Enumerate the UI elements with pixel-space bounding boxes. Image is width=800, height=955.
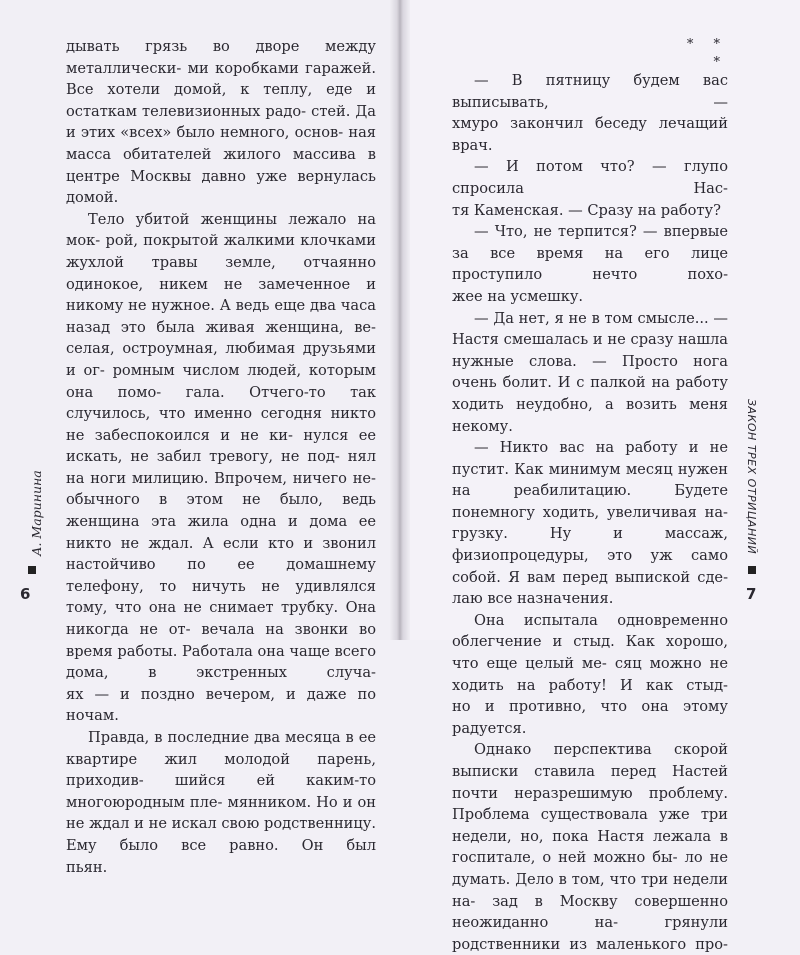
paragraph-end [452,416,728,438]
text-line: лаю все назначения. [452,590,614,608]
text-line: ми коробками гаражей. Все хотели домой, к [66,59,376,99]
left-running-head: А. Маринина [29,470,44,556]
text-line: стей. Да и этих «всех» было немного, основ- [66,102,376,142]
text-line: зад в Москву совершенно неожиданно на- [452,892,728,932]
text-line: грузку. Ну и массаж, физиопроцедуры, это [452,525,728,565]
text-line: ях — и поздно вечером, и даже по ночам. [66,685,376,725]
text-line: кто и звонил настойчиво по ее домашнему [66,534,377,574]
text-line: смешалась и не сразу нашла нужные слова. [452,331,729,370]
text-line: теплу, еде и остаткам телевизионных радо- [66,81,377,120]
paragraph-end [66,166,376,209]
left-page-number: 6 [20,585,31,603]
paragraph-end [66,857,376,879]
text-line: сегодня никто не забеспокоился и не ки- [66,405,377,444]
text-line: ромным числом людей, которым она помо- [66,361,376,401]
text-line: жее на усмешку. [452,287,584,305]
text-line: Она испытала одновременно облегчение [452,611,728,651]
text-line: минимум месяц нужен на реабилитацию. [452,460,728,500]
text-line: уж само собой. Я вам перед выпиской сде- [452,547,728,586]
paragraph [452,739,728,955]
text-line: вечала на звонки во время работы. Работала [66,621,376,660]
text-line: ставила перед Настей почти неразрешимую [452,763,728,802]
text-line: — Что, не терпится? — впервые за все [452,223,728,262]
text-line: дывать грязь во дворе между металлически- [66,38,376,77]
left-text-column [66,36,376,878]
text-line: рой, покрытой жалкими клочками жухлой [66,232,377,271]
text-line: мянником. Но и он не ждал и не искал свою [66,793,376,833]
text-line: время на его лице проступило нечто похо- [452,244,729,284]
text-line: Тело убитой женщины лежало на мок- [66,210,376,250]
paragraph [452,221,728,286]
text-line: на работу ходить неудобно, а возить меня [452,374,728,413]
paragraph [452,156,728,199]
text-line: и стыд. Как хорошо, что еще целый ме- [452,633,729,673]
paragraph-end [452,200,728,222]
text-line: Правда, в последние два месяца в ее [88,729,376,746]
text-line: хмуро закончил беседу лечащий врач. [452,115,728,154]
text-line: травы земле, отчаянно одинокое, никем не [66,253,376,293]
text-line: два часа назад это была живая женщина, ве- [66,297,376,336]
text-line: она не снимает трубку. Она никогда не от- [66,599,376,639]
left-page [0,0,398,876]
text-line: проблему. Проблема существовала уже три недели, но, пока [452,784,728,845]
text-line: некому. [452,417,513,435]
text-line: родственницу. Ему было все равно. Он был [66,815,377,854]
paragraph [452,610,728,696]
text-line: грянули родственники из маленького про- [452,914,728,953]
text-line: квартире жил молодой парень, приходив- [66,750,376,790]
running-head-square-mark [748,566,756,574]
text-line: пьян. [66,858,108,876]
text-line: Однако перспектива скорой выписки [452,741,728,780]
paragraph [452,437,728,588]
paragraph [66,36,376,166]
text-line: Будете понемногу ходить, увеличивая на- [452,482,728,521]
paragraph [66,727,376,857]
text-line: ло не думать. Дело в том, что три недели на- [452,849,728,910]
text-line: сяц можно не ходить на работу! И как стыд- [452,655,728,694]
paragraph [66,209,376,684]
text-line: но и противно, что она этому радуется. [452,698,728,737]
text-line: гала. Отчего-то так случилось, что именно [66,383,376,423]
text-line: центре Москвы давно уже вернулась домой. [66,167,376,207]
section-mark: * * * [686,37,728,70]
text-line: нял на ноги милицию. Впрочем, ничего не- [66,448,376,487]
running-head-square-mark [28,566,36,574]
paragraph [452,70,728,113]
paragraph-end [66,684,376,727]
paragraph [452,308,728,416]
right-page-number: 7 [746,585,757,603]
text-line: телефону, то ничуть не удивлялся тому, что [66,577,376,617]
text-line: — Да нет, я не в том смысле... — Настя [452,309,728,349]
text-line: Настя лежала в госпитале, о ней можно бы- [452,827,729,867]
book-gutter [390,0,410,640]
text-line: она чаще всего дома, в экстренных случа- [66,642,376,682]
text-line: тя Каменская. — Сразу на работу? [452,201,721,219]
paragraph-end [452,588,728,610]
right-running-head: ЗАКОН ТРЕХ ОТРИЦАНИЙ [745,399,758,555]
paragraph-end [452,113,728,156]
right-text-column [452,70,728,955]
paragraph-end [452,286,728,308]
text-line: — Просто нога очень болит. И с палкой [452,352,729,392]
text-line: обычного в этом не было, ведь женщина эта [66,491,376,531]
text-line: нулся ее искать, не забил тревогу, не под- [66,426,377,466]
paragraph-end [452,696,728,739]
text-line: шийся ей каким-то многоюродным пле- [66,772,376,811]
text-line: замеченное и никому не нужное. А ведь еще [66,275,376,315]
text-line: — В пятницу будем вас выписывать, — [452,72,728,111]
text-line: — Никто вас на работу и не пустит. Как [452,439,728,478]
text-line: ная масса обитателей жилого массива в [66,124,376,163]
text-line: — И потом что? — глупо спросила Нас- [452,158,728,197]
text-line: жила одна и дома ее никто не ждал. А если [66,513,377,552]
text-line: селая, остроумная, любимая друзьями и ог- [66,340,376,379]
